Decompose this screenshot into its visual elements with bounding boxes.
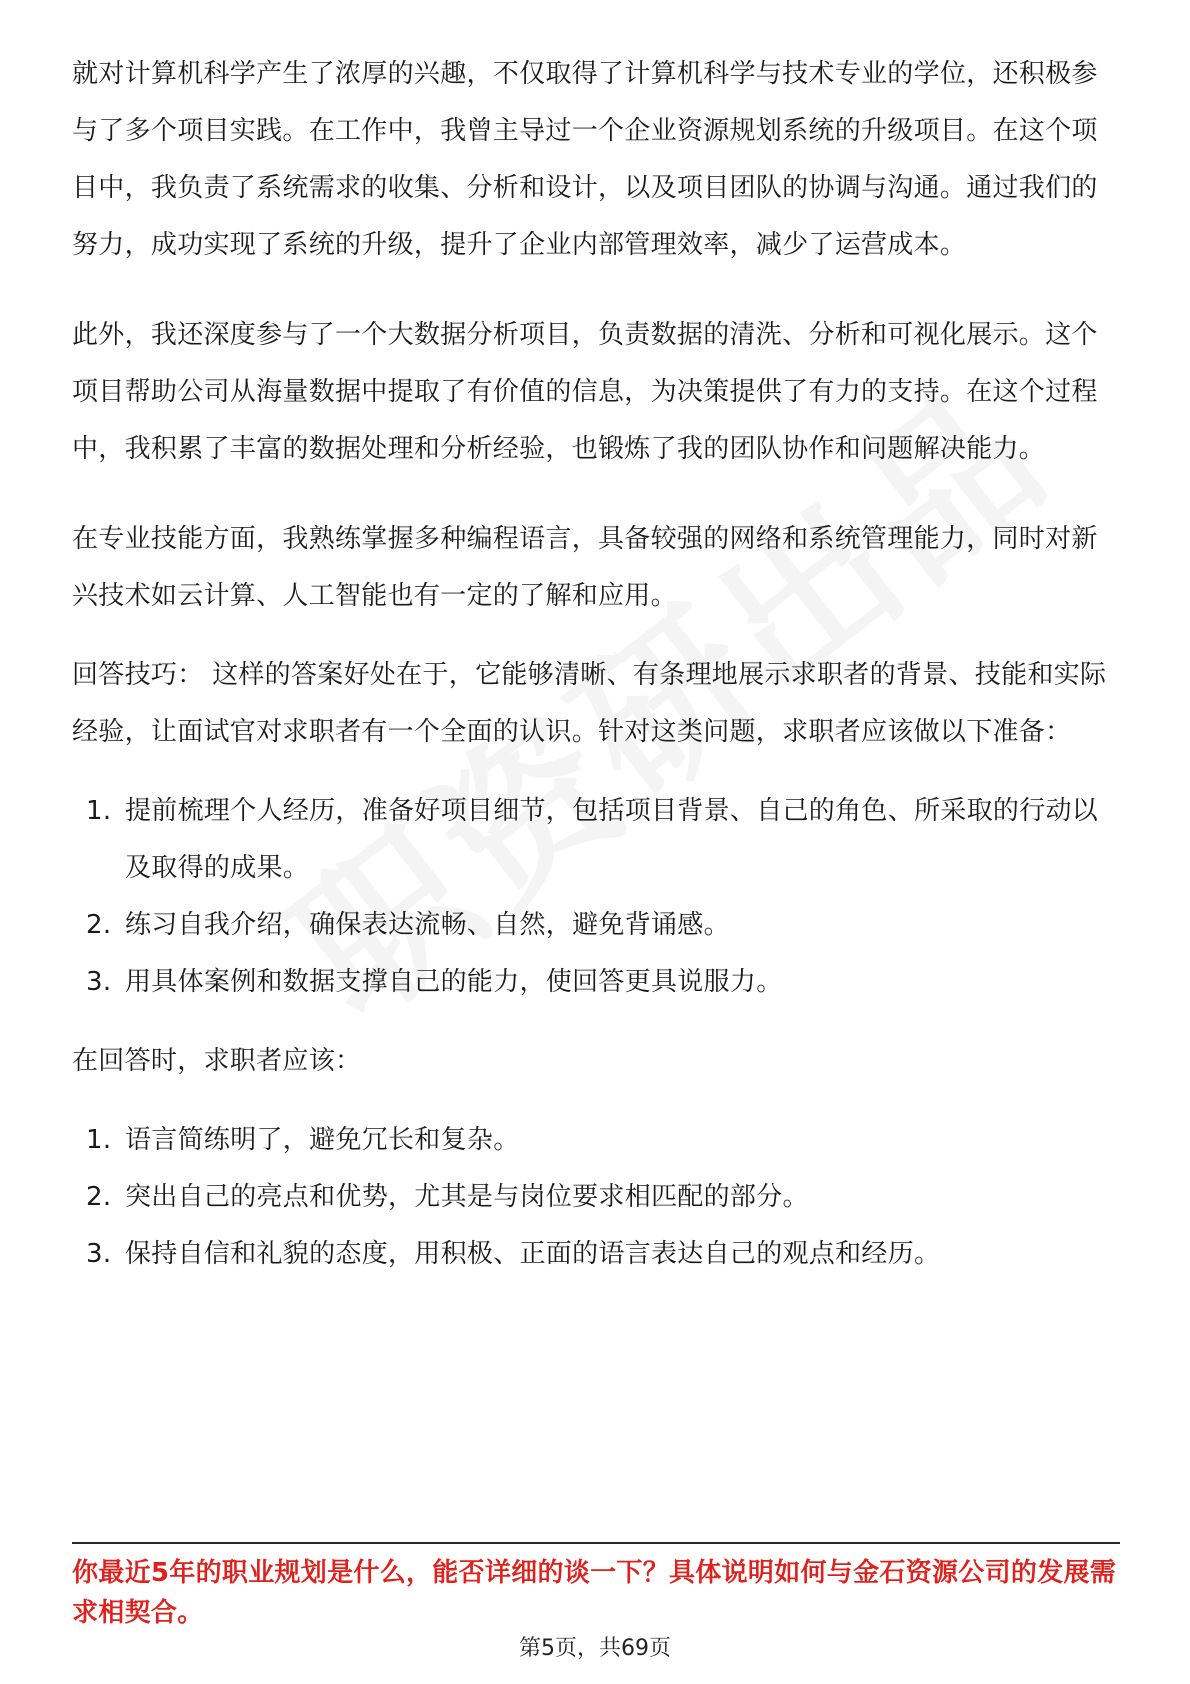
list-number: 2. [86, 910, 112, 940]
prep-list [72, 783, 1120, 1011]
paragraph-answering: 在回答时，求职者应该： [72, 1046, 362, 1076]
list-item-text: 提前梳理个人经历，准备好项目细节，包括项目背景、自己的角色、所采取的行动以及取得的成果。 [125, 796, 1099, 883]
list-number: 3. [86, 967, 112, 997]
paragraph-skills: 在专业技能方面，我熟练掌握多种编程语言，具备较强的网络和系统管理能力，同时对新兴技术如云计算、人工智能也有一定的了解和应用。 [72, 524, 1098, 611]
list-number: 1. [86, 796, 112, 826]
list-number: 1. [86, 1125, 112, 1155]
section-divider [72, 1542, 1120, 1544]
list-item-text: 用具体案例和数据支撑自己的能力，使回答更具说服力。 [125, 967, 783, 997]
paragraph-experience: 就对计算机科学产生了浓厚的兴趣，不仅取得了计算机科学与技术专业的学位，还积极参与了多个项目实践。在工作中，我曾主导过一个企业资源规划系统的升级项目。在这个项目中，我负责了系统需求的收集、分析和设计，以及项目团队的协调与沟通。通过我们的努力，成功实现了系统的升级，提升了企业内部管理效率，减少了运营成本。 [72, 59, 1098, 260]
paragraph-bigdata: 此外，我还深度参与了一个大数据分析项目，负责数据的清洗、分析和可视化展示。这个项目帮助公司从海量数据中提取了有价值的信息，为决策提供了有力的支持。在这个过程中，我积累了丰富的数据处理和分析经验，也锻炼了我的团队协作和问题解决能力。 [72, 320, 1098, 464]
list-number: 3. [86, 1239, 112, 1269]
page-number: 第5页，共69页 [519, 1636, 671, 1661]
answer-list [72, 1112, 1120, 1283]
list-item [72, 954, 1120, 1011]
list-item-text: 语言简练明了，避免冗长和复杂。 [125, 1125, 520, 1155]
list-number: 2. [86, 1182, 112, 1212]
list-item [72, 1112, 1120, 1169]
list-item-text: 保持自信和礼貌的态度，用积极、正面的语言表达自己的观点和经历。 [125, 1239, 941, 1269]
list-item [72, 1169, 1120, 1226]
list-item-text: 突出自己的亮点和优势，尤其是与岗位要求相匹配的部分。 [125, 1182, 809, 1212]
list-item [72, 897, 1120, 954]
list-item [72, 783, 1120, 897]
next-question-heading: 你最近5年的职业规划是什么，能否详细的谈一下？具体说明如何与金石资源公司的发展需求相契合。 [72, 1558, 1117, 1628]
paragraph-tips: 回答技巧： 这样的答案好处在于，它能够清晰、有条理地展示求职者的背景、技能和实际经验，让面试官对求职者有一个全面的认识。针对这类问题，求职者应该做以下准备： [72, 660, 1107, 747]
list-item [72, 1226, 1120, 1283]
page-content [72, 46, 1120, 1283]
list-item-text: 练习自我介绍，确保表达流畅、自然，避免背诵感。 [125, 910, 730, 940]
